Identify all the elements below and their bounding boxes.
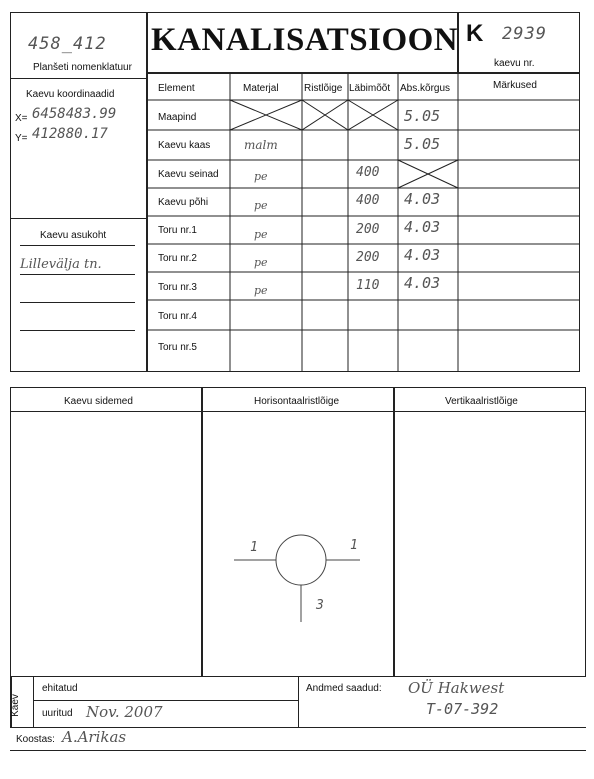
k-letter: K (466, 20, 484, 47)
well-number-label: kaevu nr. (494, 58, 535, 69)
row-element: Toru nr.2 (158, 253, 197, 264)
row-element: Kaevu kaas (158, 140, 211, 151)
row-material: pe (254, 228, 268, 241)
built-label: ehitatud (42, 683, 78, 694)
row-height: 5.05 (404, 107, 441, 125)
x-value: 6458483.99 (32, 106, 117, 122)
row-material: pe (254, 199, 268, 212)
row-element: Toru nr.4 (158, 311, 197, 322)
row-element: Toru nr.3 (158, 282, 197, 293)
col-cross-section: Ristlõige (304, 83, 343, 94)
row-material: malm (244, 138, 278, 152)
col-vertical-section: Vertikaalristlõige (445, 396, 518, 407)
element-table-grid (0, 0, 594, 372)
well-number: 2939 (502, 24, 547, 44)
row-material: pe (254, 256, 268, 269)
sheet-label: Planšeti nomenklatuur (33, 62, 132, 73)
y-value: 412880.17 (32, 126, 108, 142)
horizontal-section-sketch (202, 412, 393, 676)
coords-label: Kaevu koordinaadid (26, 89, 115, 100)
data-from-label: Andmed saadud: (306, 683, 382, 694)
sheet-number: 458_412 (28, 34, 107, 54)
row-element: Toru nr.5 (158, 342, 197, 353)
pipe-label: 1 (250, 540, 258, 555)
row-height: 4.03 (404, 246, 441, 264)
well-side-label: Kaev (9, 694, 21, 717)
row-element: Toru nr.1 (158, 225, 197, 236)
pipe-label: 3 (316, 598, 324, 613)
surveyed-value: Nov. 2007 (86, 703, 163, 721)
compiled-value: A.Arikas (62, 728, 127, 746)
row-element: Maapind (158, 112, 197, 123)
location-label: Kaevu asukoht (40, 230, 107, 241)
col-element: Element (158, 83, 195, 94)
location-value: Lillevälja tn. (20, 257, 102, 272)
col-remarks: Märkused (493, 80, 537, 91)
surveyed-label: uuritud (42, 708, 73, 719)
compiled-label: Koostas: (16, 734, 55, 745)
row-diameter: 110 (356, 278, 380, 293)
data-from-code: T-07-392 (426, 700, 499, 718)
row-diameter: 200 (356, 250, 380, 265)
y-label: Y= (15, 133, 28, 144)
col-horizontal-section: Horisontaalristlõige (254, 396, 340, 407)
row-diameter: 400 (356, 165, 380, 180)
col-abs-height: Abs.kõrgus (400, 83, 451, 94)
row-element: Kaevu seinad (158, 169, 219, 180)
x-label: X= (15, 113, 28, 124)
row-material: pe (254, 284, 268, 297)
row-material: pe (254, 170, 268, 183)
row-height: 4.03 (404, 218, 441, 236)
col-well-ties: Kaevu sidemed (64, 396, 133, 407)
col-material: Materjal (243, 83, 279, 94)
row-element: Kaevu põhi (158, 197, 209, 208)
row-diameter: 200 (356, 222, 380, 237)
data-from-value: OÜ Hakwest (408, 679, 505, 697)
row-height: 4.03 (404, 274, 441, 292)
page-title: KANALISATSIOON (151, 22, 459, 58)
pipe-label: 1 (350, 538, 358, 553)
col-diameter: Läbimõõt (349, 83, 391, 94)
row-height: 5.05 (404, 135, 441, 153)
row-height: 4.03 (404, 190, 441, 208)
row-diameter: 400 (356, 193, 380, 208)
